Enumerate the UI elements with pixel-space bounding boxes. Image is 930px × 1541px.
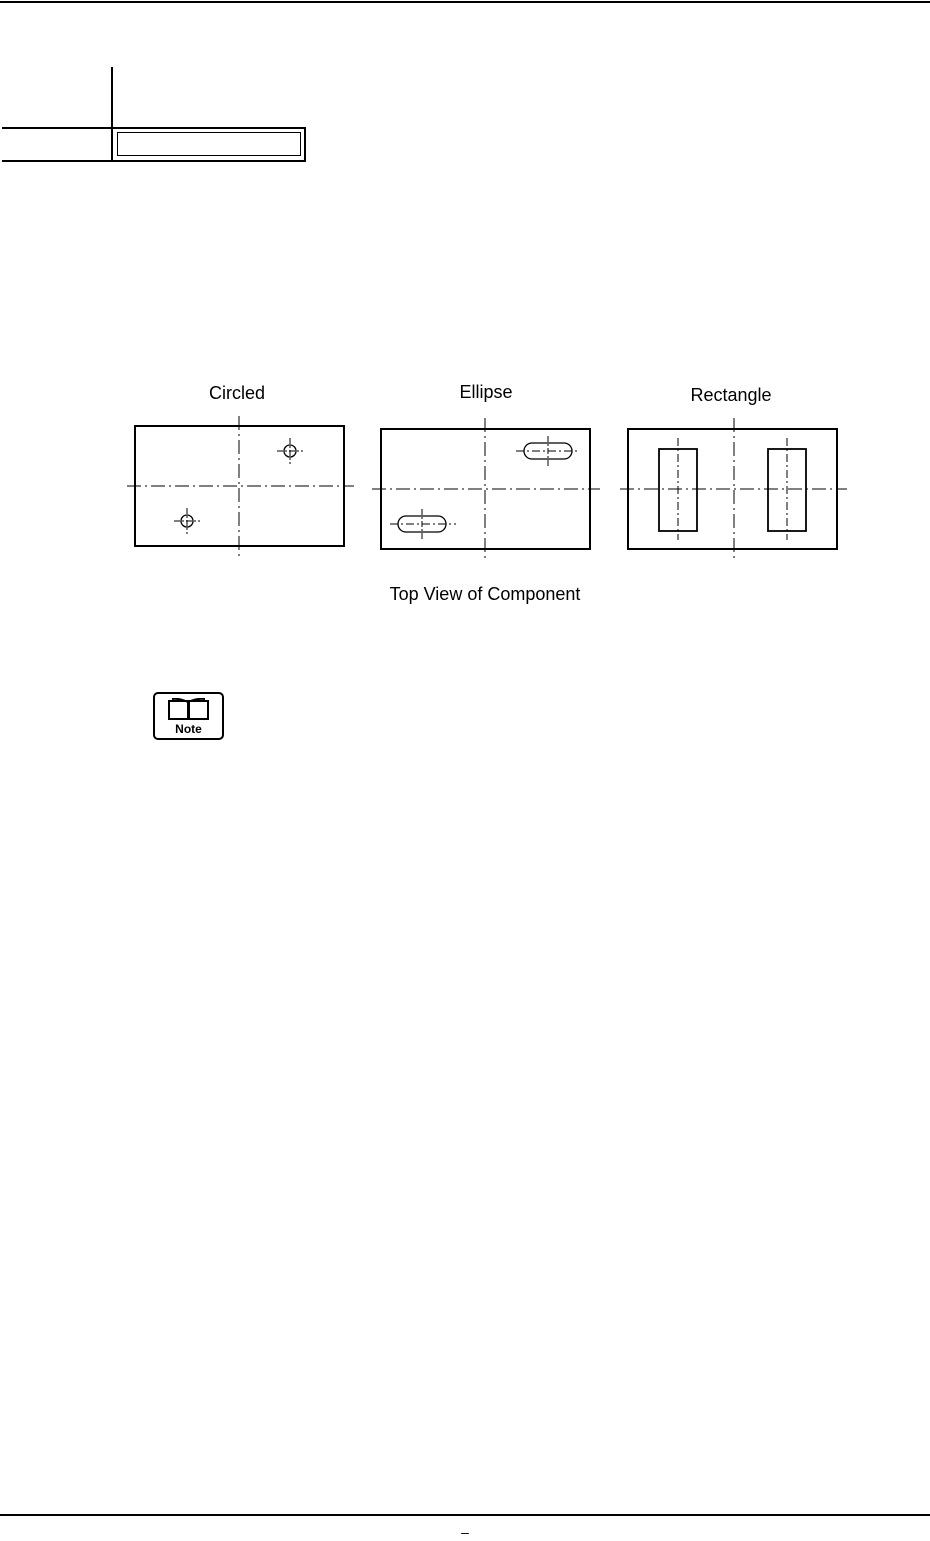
header-table-divider: [111, 67, 113, 162]
open-book-icon: [167, 698, 210, 722]
footer-rule: [0, 1514, 930, 1516]
shape-diagrams: [0, 370, 930, 610]
circle-hole-shape-icon: [127, 416, 354, 556]
panel-label-rectangle: Rectangle: [690, 385, 772, 405]
rectangle-slot-shape-icon: [620, 418, 847, 558]
note-icon: [153, 692, 224, 740]
header-table-right-border: [304, 127, 306, 162]
header-table-row-divider: [2, 127, 306, 129]
header-table: [2, 67, 306, 162]
note-label: Note: [175, 722, 202, 736]
page-number: –: [461, 1524, 469, 1540]
ellipse-slot-shape-icon: [372, 418, 600, 558]
panel-label-circled: Circled: [208, 383, 266, 403]
component-top-view-figure: [0, 370, 930, 610]
panel-label-ellipse: Ellipse: [459, 382, 513, 402]
header-table-bottom-border: [2, 160, 306, 162]
header-rule: [0, 1, 930, 3]
header-table-value-box: [117, 132, 301, 156]
figure-caption: Top View of Component: [389, 584, 581, 604]
